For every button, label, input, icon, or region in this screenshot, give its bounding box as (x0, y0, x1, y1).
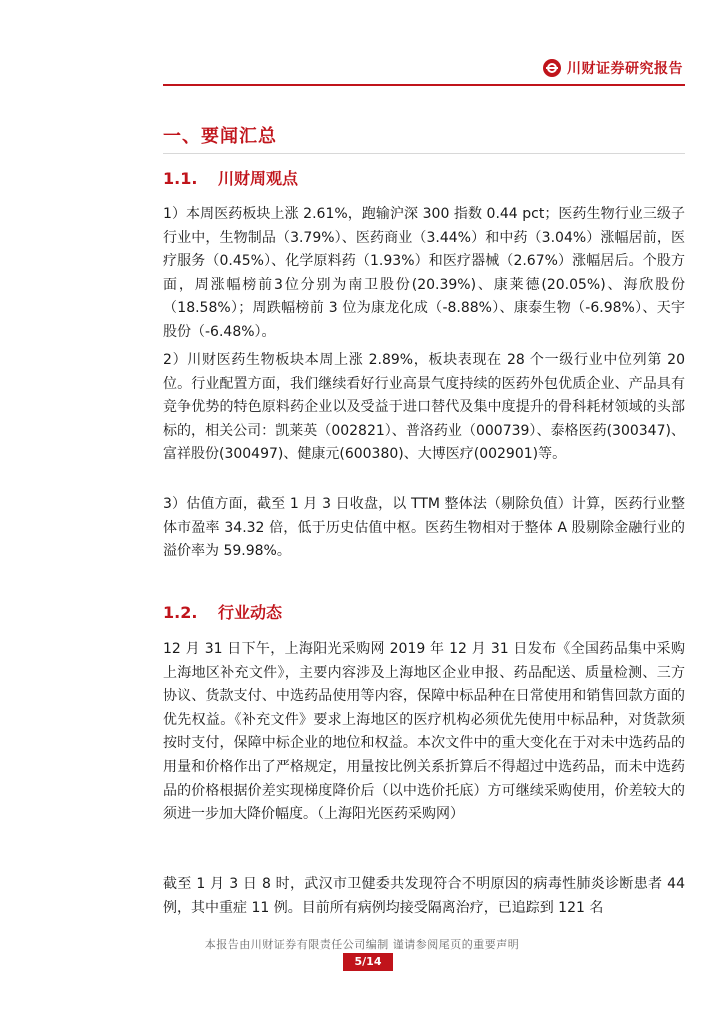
subsection-heading-2 (163, 600, 282, 623)
paragraph-4: 12 月 31 日下午，上海阳光采购网 2019 年 12 月 31 日发布《全国药品集中采购上海地区补充文件》，主要内容涉及上海地区企业申报、药品配送、质量检测、三方协议、货款支付、中选药品使用等内容，保障中标品种在日常使用和销售回款方面的优先权益。《补充文件》要求上海地区的医疗机构必须优先使用中标品种，对货款须按时支付，保障中标企业的地位和权益。本次文件中的重大变化在于对未中选药品的用量和价格作出了严格规定，用量按比例关系折算后不得超过中选药品，而未中选药品的价格根据价差实现梯度降价后（以中选价托底）方可继续采购使用，价差较大的须进一步加大降价幅度。（上海阳光医药采购网） (163, 641, 685, 823)
subsection-title: 行业动态 (218, 603, 283, 622)
subsection-number: 1.1. (163, 169, 198, 188)
paragraph-5: 截至 1 月 3 日 8 时，武汉市卫健委共发现符合不明原因的病毒性肺炎诊断患者 44 例，其中重症 11 例。目前所有病例均接受隔离治疗，已追踪到 121 名 (163, 876, 685, 916)
section-title: 一、要闻汇总 (163, 126, 277, 147)
brand-name: 川财证券研究报告 (567, 61, 683, 77)
logo-icon (543, 59, 561, 77)
paragraph-3: 3）估值方面，截至 1 月 3 日收盘，以 TTM 整体法（剔除负值）计算，医药行业整体市盈率 34.32 倍，低于历史估值中枢。医药生物相对于整体 A 股剔除金融行业的溢价率为 59.98%。 (163, 496, 685, 560)
page-header (163, 54, 685, 86)
brand (543, 58, 683, 78)
footer-disclaimer: 本报告由川财证券有限责任公司编制 谨请参阅尾页的重要声明 (204, 938, 520, 951)
subsection-title: 川财周观点 (218, 169, 299, 188)
paragraph-2: 2）川财医药生物板块本周上涨 2.89%，板块表现在 28 个一级行业中位列第 20 位。行业配置方面，我们继续看好行业高景气度持续的医药外包优质企业、产品具有竞争优势的特色原料药企业以及受益于进口替代及集中度提升的骨科耗材领域的头部标的，相关公司：凯莱英（002821）、普洛药业（000739）、泰格医药(300347)、富祥股份(300497)、健康元(600380)、大博医疗(002901)等。 (163, 352, 685, 463)
subsection-heading-1 (163, 166, 298, 189)
subsection-number: 1.2. (163, 603, 198, 622)
section-divider (163, 153, 685, 154)
page-number: 5/14 (343, 953, 393, 971)
paragraph-1: 1）本周医药板块上涨 2.61%，跑输沪深 300 指数 0.44 pct；医药生物行业三级子行业中，生物制品（3.79%）、医药商业（3.44%）和中药（3.04%）涨幅居前，医疗服务（0.45%）、化学原料药（1.93%）和医疗器械（2.67%）涨幅居后。个股方面，周涨幅榜前3位分别为南卫股份(20.39%)、康莱德(20.05%)、海欣股份（18.58%）；周跌幅榜前 3 位为康龙化成（-8.88%）、康泰生物（-6.98%）、天宇股份（-6.48%）。 (163, 206, 685, 340)
